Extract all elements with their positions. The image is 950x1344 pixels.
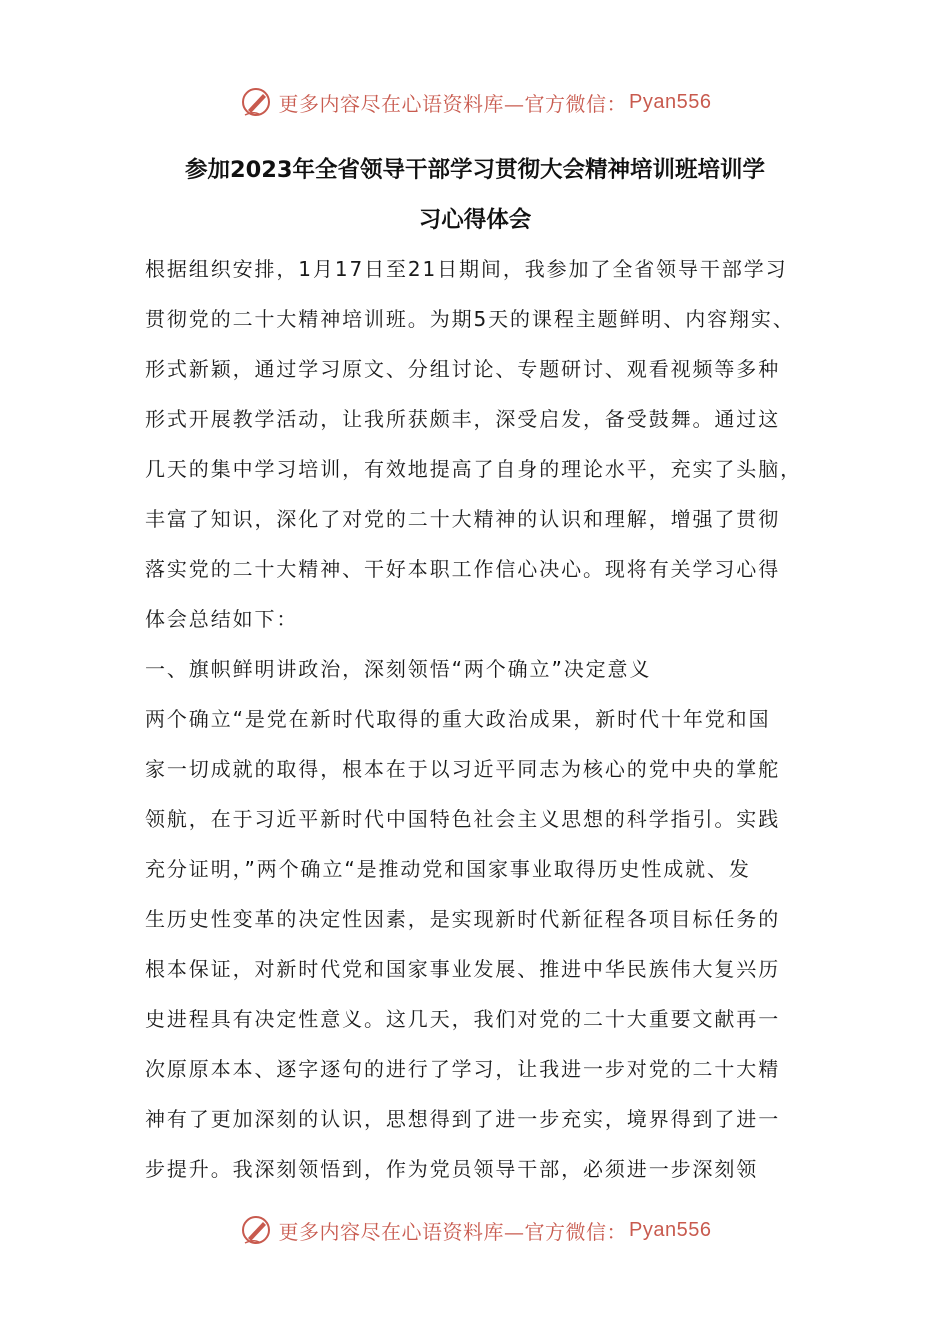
section-heading: 一、旗帜鲜明讲政治，深刻领悟“两个确立”决定意义 (145, 657, 652, 681)
body-line: 体会总结如下： (145, 607, 299, 631)
body-line: 根本保证，对新时代党和国家事业发展、推进中华民族伟大复兴历 (145, 957, 781, 981)
body-line: 两个确立“是党在新时代取得的重大政治成果，新时代十年党和国 (145, 707, 771, 731)
pen-logo-icon (239, 1213, 273, 1247)
body-line: 领航，在于习近平新时代中国特色社会主义思想的科学指引。实践 (145, 807, 781, 831)
document-title-line-1: 参加2023年全省领导干部学习贯彻大会精神培训班培训学 (184, 157, 766, 183)
footer-banner (0, 1208, 950, 1252)
document-title-line-2: 习心得体会 (418, 207, 532, 233)
banner-wechat-id: Pyan556 (629, 1218, 712, 1241)
banner-wechat-id: Pyan556 (629, 90, 712, 113)
body-line: 家一切成就的取得，根本在于以习近平同志为核心的党中央的掌舵 (145, 757, 781, 781)
body-line: 几天的集中学习培训，有效地提高了自身的理论水平，充实了头脑， (145, 457, 802, 481)
pen-logo-icon (239, 85, 273, 119)
body-line: 步提升。我深刻领悟到，作为党员领导干部，必须进一步深刻领 (145, 1157, 759, 1181)
body-line: 贯彻党的二十大精神培训班。为期5天的课程主题鲜明、内容翔实、 (145, 307, 795, 331)
body-line: 形式新颖，通过学习原文、分组讨论、专题研讨、观看视频等多种 (145, 357, 781, 381)
body-line: 史进程具有决定性意义。这几天，我们对党的二十大重要文献再一 (145, 1007, 781, 1031)
body-line: 次原原本本、逐字逐句的进行了学习，让我进一步对党的二十大精 (145, 1057, 781, 1081)
banner-text: 更多内容尽在心语资料库—官方微信： (278, 1219, 628, 1244)
body-line: 形式开展教学活动，让我所获颇丰，深受启发，备受鼓舞。通过这 (145, 407, 781, 431)
body-line: 充分证明，”两个确立“是推动党和国家事业取得历史性成就、发 (145, 857, 751, 881)
header-banner (0, 80, 950, 124)
body-line: 神有了更加深刻的认识，思想得到了进一步充实，境界得到了进一 (145, 1107, 781, 1131)
banner-text: 更多内容尽在心语资料库—官方微信： (278, 91, 628, 116)
body-line: 落实党的二十大精神、干好本职工作信心决心。现将有关学习心得 (145, 557, 781, 581)
body-line: 根据组织安排，1月17日至21日期间，我参加了全省领导干部学习 (145, 257, 788, 281)
body-line: 丰富了知识，深化了对党的二十大精神的认识和理解，增强了贯彻 (145, 507, 781, 531)
body-line: 生历史性变革的决定性因素，是实现新时代新征程各项目标任务的 (145, 907, 781, 931)
